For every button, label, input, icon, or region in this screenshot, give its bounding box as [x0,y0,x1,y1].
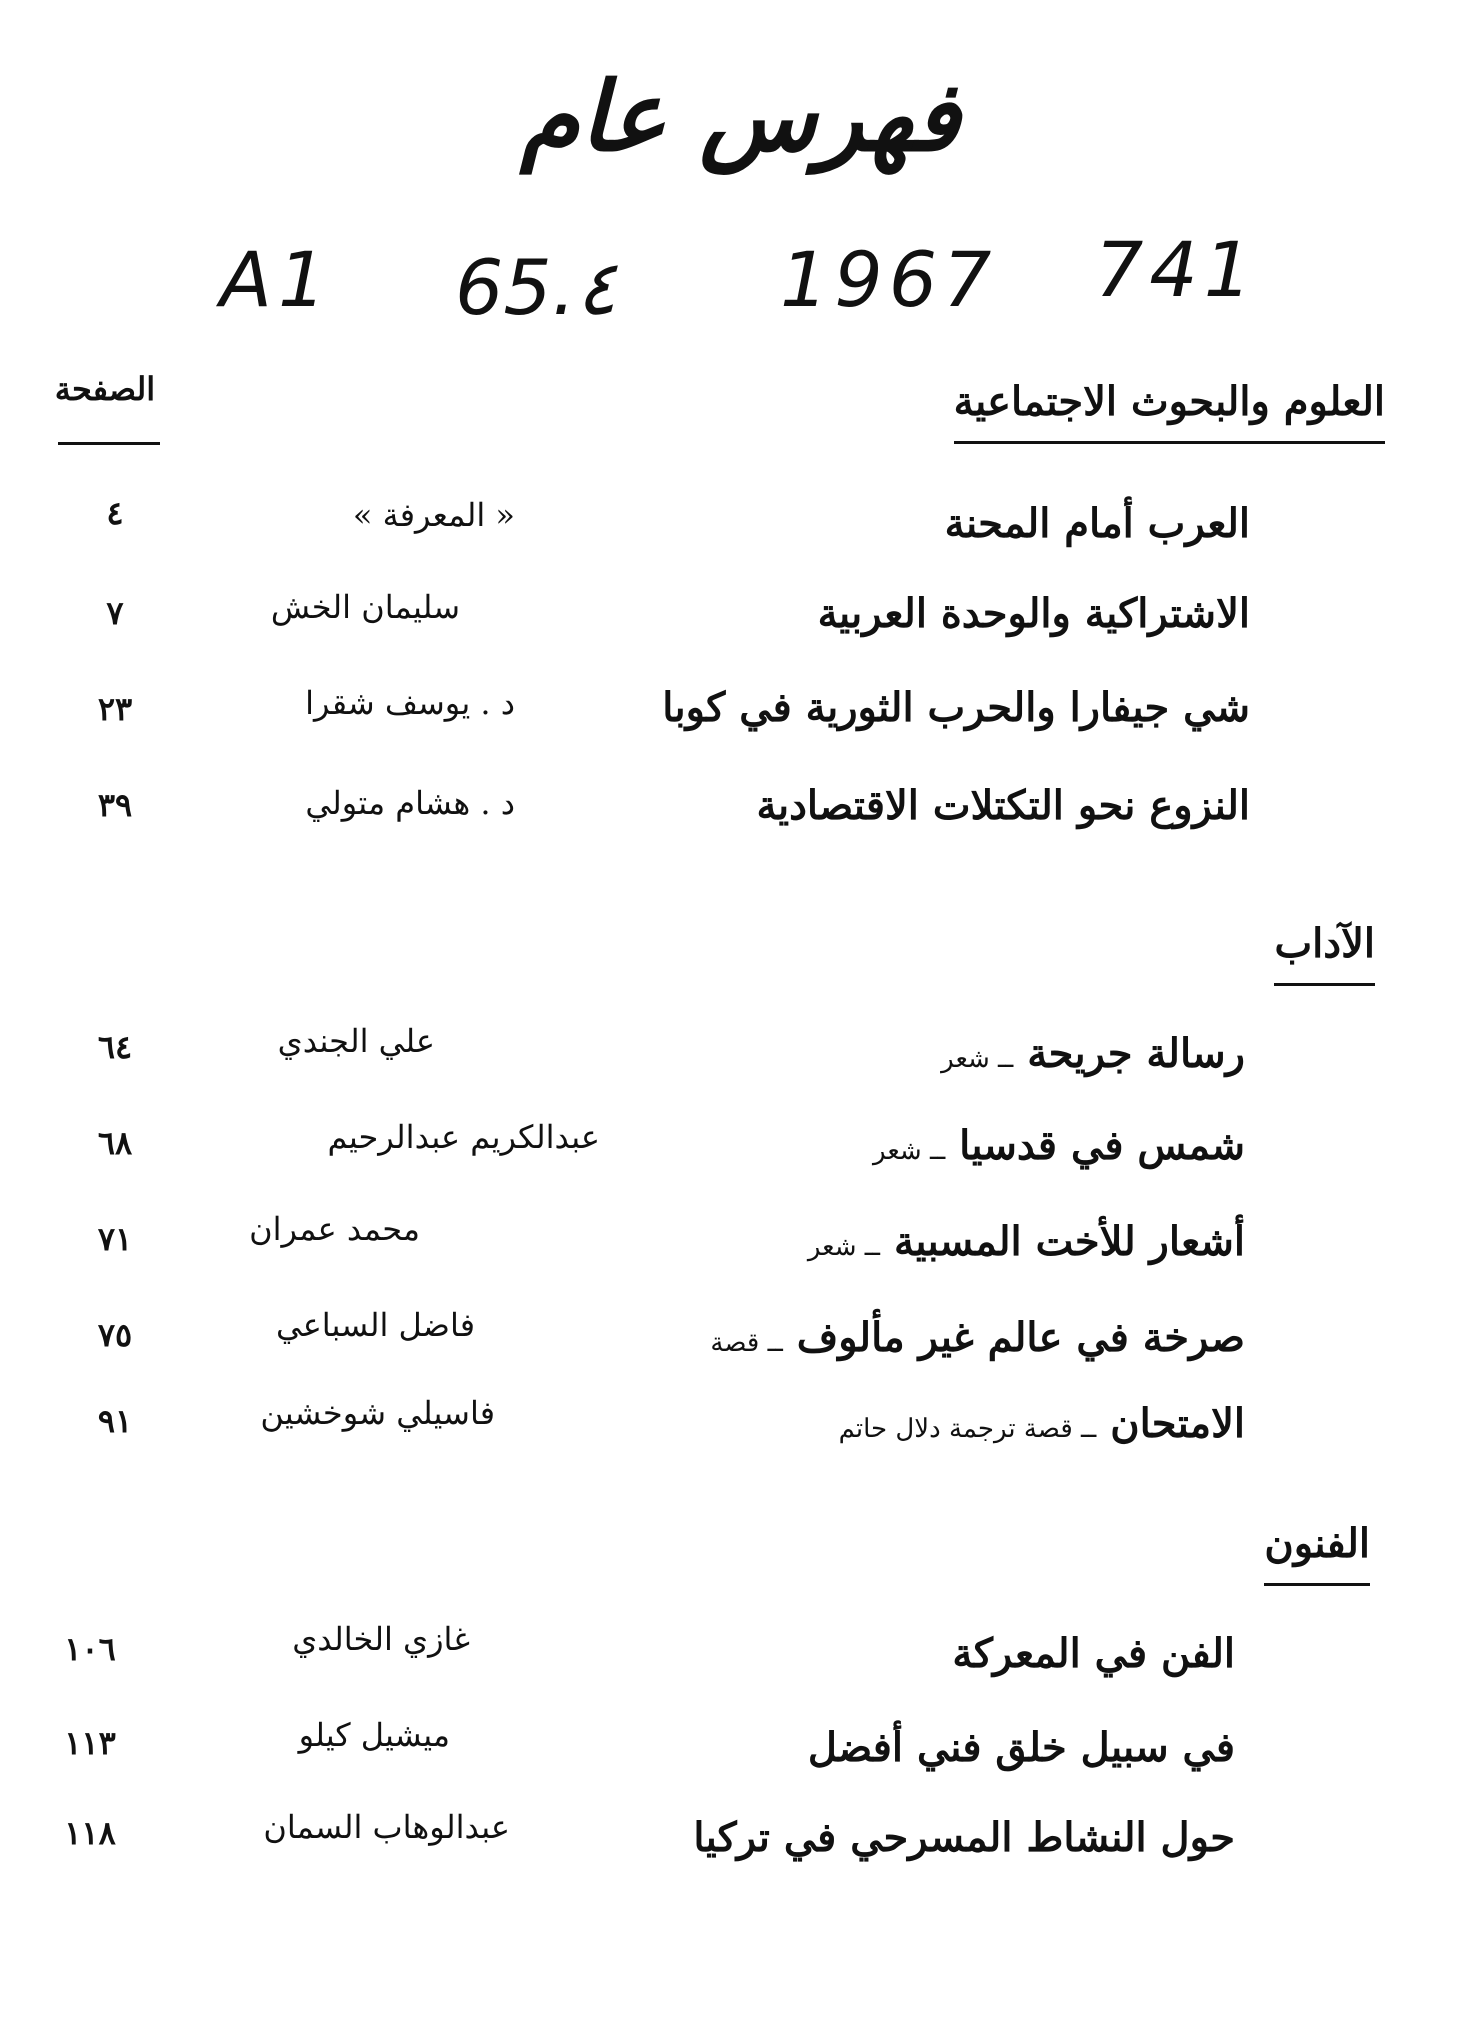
toc-entry-title: رسالة جريحة ــ شعر [941,1030,1245,1077]
toc-entry-title: الفن في المعركة [952,1630,1235,1677]
toc-entry-author: « المعرفة » [352,496,515,534]
toc-entry-title: العرب أمام المحنة [944,500,1250,547]
toc-entry-page: ٧١ [97,1220,133,1258]
toc-entry-title: النزوع نحو التكتلات الاقتصادية [756,782,1250,829]
handwritten-code-2: 65.٤ [455,243,617,332]
handwritten-code-3: 1967 [780,235,998,324]
toc-entry-page: ٧٥ [97,1316,133,1354]
page-column-header-rule [58,442,160,445]
toc-entry-page: ٤ [106,494,124,532]
handwritten-code-4: 741 [1095,225,1259,314]
toc-entry-author: عبدالكريم عبدالرحيم [327,1118,600,1156]
handwritten-code-1: A1 [220,235,333,324]
toc-entry-author: د . هشام متولي [305,784,515,822]
section-heading: الآداب [1274,920,1375,986]
toc-entry-page: ٧ [106,594,124,632]
toc-entry-author: محمد عمران [249,1210,420,1248]
toc-entry-page: ٦٨ [97,1124,133,1162]
toc-entry-author: د . يوسف شقرا [305,684,515,722]
toc-entry-author: علي الجندي [277,1022,435,1060]
toc-entry-title: حول النشاط المسرحي في تركيا [693,1814,1235,1861]
toc-entry-title: في سبيل خلق فني أفضل [807,1724,1235,1771]
toc-entry-title: شمس في قدسيا ــ شعر [873,1122,1245,1169]
toc-entry-title: صرخة في عالم غير مألوف ــ قصة [710,1314,1245,1361]
toc-entry-page: ٢٣ [97,690,133,728]
page-title: فهرس عام [520,60,960,173]
toc-entry-author: سليمان الخش [270,588,460,626]
toc-entry-page: ٩١ [97,1402,133,1440]
toc-entry-title: الاشتراكية والوحدة العربية [817,590,1250,637]
toc-entry-author: ميشيل كيلو [298,1716,450,1754]
toc-entry-page: ١٠٦ [64,1630,116,1668]
toc-entry-author: غازي الخالدي [292,1620,470,1658]
toc-entry-title: الامتحان ــ قصة ترجمة دلال حاتم [838,1400,1245,1447]
page-column-header: الصفحة [54,370,156,408]
toc-entry-author: فاضل السباعي [276,1306,475,1344]
toc-entry-author: فاسيلي شوخشين [260,1394,495,1432]
handwritten-catalog-code [220,225,1340,345]
toc-entry-author: عبدالوهاب السمان [263,1808,510,1846]
toc-entry-title: شي جيفارا والحرب الثورية في كوبا [662,684,1250,731]
toc-entry-page: ١١٣ [64,1724,116,1762]
toc-entry-page: ١١٨ [64,1814,116,1852]
toc-entry-page: ٣٩ [97,786,133,824]
section-heading: الفنون [1264,1520,1370,1586]
toc-entry-title: أشعار للأخت المسبية ــ شعر [807,1218,1245,1265]
toc-entry-page: ٦٤ [97,1028,133,1066]
section-heading: العلوم والبحوث الاجتماعية [954,378,1385,444]
